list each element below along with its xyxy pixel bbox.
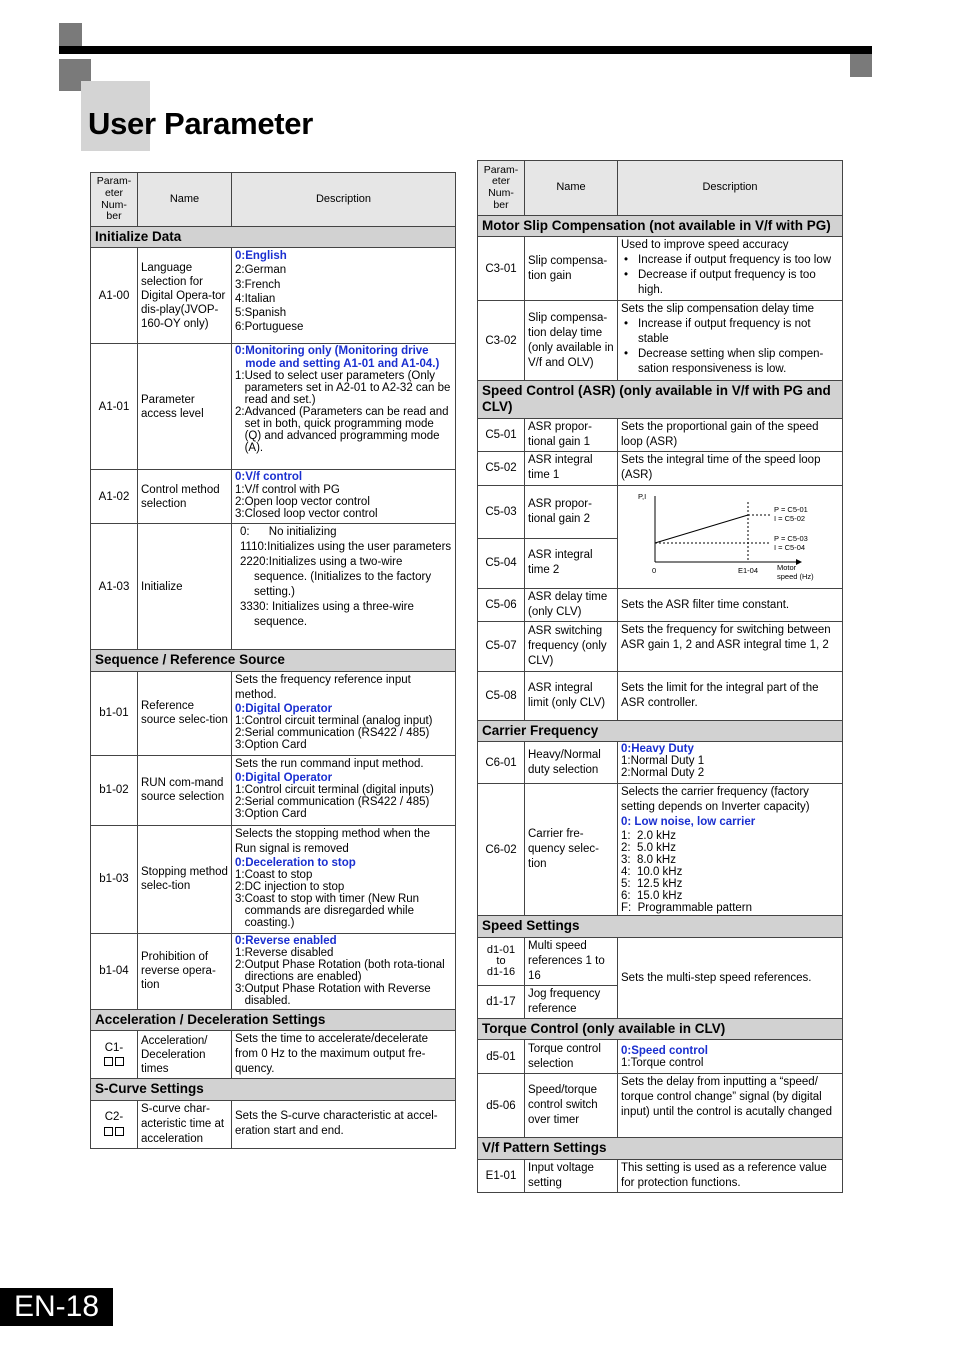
- param-description: Sets the multi-step speed references.: [618, 937, 843, 1018]
- table-row: [91, 248, 456, 344]
- table-row: [478, 742, 843, 784]
- param-name: Multi speed references 1 to 16: [525, 937, 618, 985]
- table-row: [91, 671, 456, 755]
- header-param-number: Param- eter Num- ber: [478, 161, 525, 216]
- param-name: ASR propor-tional gain 2: [525, 485, 618, 538]
- param-number: A1-01: [91, 344, 138, 470]
- table-row: [91, 1031, 456, 1079]
- table-row: [478, 1074, 843, 1138]
- param-name: RUN com-mand source selection: [138, 755, 232, 825]
- param-description: Sets the limit for the integral part of the ASR controller.: [618, 671, 843, 720]
- param-description: Sets the integral time of the speed loop (ASR): [618, 451, 843, 485]
- param-description: Sets the proportional gain of the speed loop (ASR): [618, 418, 843, 451]
- graph-tick-e104: E1-04: [738, 565, 759, 575]
- param-name: Slip compensa-tion gain: [525, 237, 618, 301]
- table-row: [478, 301, 843, 381]
- section-header: Initialize Data: [91, 227, 456, 248]
- placeholder-digits: [94, 1055, 134, 1069]
- param-number: E1-01: [478, 1159, 525, 1192]
- table-row: [478, 1159, 843, 1192]
- param-number: C5-06: [478, 588, 525, 621]
- graph-xlabel-2: speed (Hz): [777, 571, 814, 581]
- param-description: Sets the delay from inputting a “speed/ torque control change” signal (by digital input) until the control is acutally changed: [618, 1074, 843, 1138]
- table-row: [478, 485, 843, 538]
- page-title: User Parameter: [88, 106, 314, 141]
- param-description: 0: Speed control 1: Torque control: [618, 1040, 843, 1074]
- header-name: Name: [138, 173, 232, 227]
- param-description: Sets the time to accelerate/decelerate from 0 Hz to the maximum output fre-quency.: [232, 1031, 456, 1079]
- param-name: ASR integral time 2: [525, 538, 618, 588]
- header-description: Description: [618, 161, 843, 216]
- param-description: Sets the ASR filter time constant.: [618, 588, 843, 621]
- placeholder-digits: [94, 1124, 134, 1138]
- param-name: Slip compensa-tion delay time (only available in V/f and OLV): [525, 301, 618, 381]
- param-number: C2-: [91, 1100, 138, 1148]
- param-name: Heavy/Normal duty selection: [525, 742, 618, 784]
- param-name: S-curve char-acteristic time at acceleration: [138, 1100, 232, 1148]
- param-name: Control method selection: [138, 470, 232, 524]
- param-name: ASR integral time 1: [525, 451, 618, 485]
- param-number: b1-04: [91, 933, 138, 1009]
- param-number: C6-01: [478, 742, 525, 784]
- param-number: b1-03: [91, 825, 138, 933]
- table-row: [91, 470, 456, 524]
- param-number: C3-02: [478, 301, 525, 381]
- param-description: 0: Reverse enabled 1: Reverse disabled 2: Output Phase Rotation (both rota-tional directions are enabled) 3: Output Phase Rotation with Reverse disabled.: [232, 933, 456, 1009]
- param-number: C5-03: [478, 485, 525, 538]
- param-name: Jog frequency reference: [525, 985, 618, 1018]
- param-description: 0: V/f control 1: V/f control with PG 2: Open loop vector control 3: Closed loop vector control: [232, 470, 456, 524]
- table-row: [91, 524, 456, 650]
- table-row: [478, 237, 843, 301]
- section-header: Acceleration / Deceleration Settings: [91, 1009, 456, 1030]
- table-row: [91, 1100, 456, 1148]
- section-header: S-Curve Settings: [91, 1079, 456, 1100]
- param-name: ASR delay time (only CLV): [525, 588, 618, 621]
- param-name: ASR propor-tional gain 1: [525, 418, 618, 451]
- header-name: Name: [525, 161, 618, 216]
- param-number: d5-01: [478, 1040, 525, 1074]
- param-number: C5-02: [478, 451, 525, 485]
- table-row: [91, 825, 456, 933]
- header-description: Description: [232, 173, 456, 227]
- param-number: C3-01: [478, 237, 525, 301]
- graph-label-i2: I = C5-04: [774, 542, 806, 552]
- table-row: [478, 1040, 843, 1074]
- corner-block: [850, 54, 872, 77]
- table-row: [91, 344, 456, 470]
- param-number: d1-01 to d1-16: [478, 937, 525, 985]
- param-name: Speed/torque control switch over timer: [525, 1074, 618, 1138]
- param-description: 0: Heavy Duty 1: Normal Duty 1 2: Normal Duty 2: [618, 742, 843, 784]
- header-rule: [59, 46, 872, 54]
- table-row: [478, 937, 843, 985]
- section-header: V/f Pattern Settings: [478, 1138, 843, 1159]
- table-row: [91, 933, 456, 1009]
- section-header: Torque Control (only available in CLV): [478, 1018, 843, 1039]
- param-description: Sets the S-curve characteristic at accel-eration start and end.: [232, 1100, 456, 1148]
- param-number: A1-03: [91, 524, 138, 650]
- table-row: [91, 755, 456, 825]
- param-description: Sets the slip compensation delay time • Increase if output frequency is not stable • Decrease setting when slip compen-sation responsiveness is low.: [618, 301, 843, 381]
- param-number: d5-06: [478, 1074, 525, 1138]
- param-name: Torque control selection: [525, 1040, 618, 1074]
- graph-label-p1: P = C5-01: [774, 504, 808, 514]
- table-row: [478, 784, 843, 916]
- table-row: [478, 671, 843, 720]
- param-number: C5-08: [478, 671, 525, 720]
- param-name: ASR switching frequency (only CLV): [525, 621, 618, 671]
- param-number: b1-01: [91, 671, 138, 755]
- section-header: Carrier Frequency: [478, 720, 843, 741]
- param-number: A1-00: [91, 248, 138, 344]
- header-param-number: Param- eter Num- ber: [91, 173, 138, 227]
- param-number: d1-17: [478, 985, 525, 1018]
- graph-label-p2: P = C5-03: [774, 533, 808, 543]
- param-description: Selects the stopping method when the Run signal is removed 0: Deceleration to stop 1: Coast to stop 2: DC injection to stop 3: Coast to stop with timer (New Run commands are disregarded while coasting.): [232, 825, 456, 933]
- graph-label-i1: I = C5-02: [774, 513, 806, 523]
- param-description: Used to improve speed accuracy • Increase if output frequency is too low • Decrease if output frequency is too high.: [618, 237, 843, 301]
- param-name: Prohibition of reverse opera-tion: [138, 933, 232, 1009]
- param-name: Acceleration/ Deceleration times: [138, 1031, 232, 1079]
- param-number: C5-04: [478, 538, 525, 588]
- param-name: Carrier fre-quency selec-tion: [525, 784, 618, 916]
- param-number: A1-02: [91, 470, 138, 524]
- table-row: [478, 451, 843, 485]
- param-description: 0: English 2: German 3: French 4: Italian 5: Spanish 6: Portuguese: [232, 248, 456, 344]
- asr-graph: [618, 486, 841, 584]
- param-description: This setting is used as a reference value for protection functions.: [618, 1159, 843, 1192]
- param-name: Reference source selec-tion: [138, 671, 232, 755]
- graph-xlabel: Motor: [777, 562, 797, 572]
- param-description: Sets the frequency reference input method. 0: Digital Operator 1: Control circuit terminal (analog input) 2: Serial communication (RS422 / 485) 3: Option Card: [232, 671, 456, 755]
- param-number: b1-02: [91, 755, 138, 825]
- param-number: C5-01: [478, 418, 525, 451]
- asr-gain-diagram: [618, 485, 843, 588]
- param-number: C1-: [91, 1031, 138, 1079]
- section-header: Speed Settings: [478, 916, 843, 937]
- parameter-table-left: [90, 172, 456, 1149]
- graph-origin: 0: [652, 565, 657, 575]
- graph-ylabel: P,I: [638, 491, 647, 501]
- param-description: Selects the carrier frequency (factory setting depends on Inverter capacity) 0: Low noise, low carrier 1: 2.0 kHz 2: 5.0 kHz 3: 8.0 kHz 4: 10.0 kHz 5: 12.5 kHz 6: 15.0 kHz F: Programmable pattern: [618, 784, 843, 916]
- param-number: C5-07: [478, 621, 525, 671]
- table-row: [478, 621, 843, 671]
- page-number: EN-18: [0, 1288, 113, 1326]
- param-name: Stopping method selec-tion: [138, 825, 232, 933]
- corner-block: [59, 23, 82, 46]
- param-number: C6-02: [478, 784, 525, 916]
- param-name: Input voltage setting: [525, 1159, 618, 1192]
- param-name: ASR integral limit (only CLV): [525, 671, 618, 720]
- section-header: Motor Slip Compensation (not available in V/f with PG): [478, 216, 843, 237]
- table-row: [478, 588, 843, 621]
- param-description: Sets the run command input method. 0: Digital Operator 1: Control circuit terminal (digital inputs) 2: Serial communication (RS422 / 485) 3: Option Card: [232, 755, 456, 825]
- param-name: Initialize: [138, 524, 232, 650]
- param-description: Sets the frequency for switching between ASR gain 1, 2 and ASR integral time 1, 2: [618, 621, 843, 671]
- section-header: Sequence / Reference Source: [91, 650, 456, 671]
- parameter-table-right: [477, 160, 843, 1193]
- section-header: Speed Control (ASR) (only available in V/f with PG and CLV): [478, 381, 843, 418]
- param-name: Language selection for Digital Opera-tor dis-play(JVOP-160-OY only): [138, 248, 232, 344]
- param-description: 0: No initializing 1110:Initializes using the user parameters 2220:Initializes using a two-wire sequence. (Initializes to the factory setting.) 3330: Initializes using a three-wire sequence.: [232, 524, 456, 650]
- param-description: 0: Monitoring only (Monitoring drive mode and setting A1-01 and A1-04.) 1: Used to select user parameters (Only parameters set in A2-01 to A2-32 can be read and set.) 2: Advanced (Parameters can be read and set in both, quick programming mode (Q) and advanced programming mode (A).: [232, 344, 456, 470]
- table-row: [478, 418, 843, 451]
- param-name: Parameter access level: [138, 344, 232, 470]
